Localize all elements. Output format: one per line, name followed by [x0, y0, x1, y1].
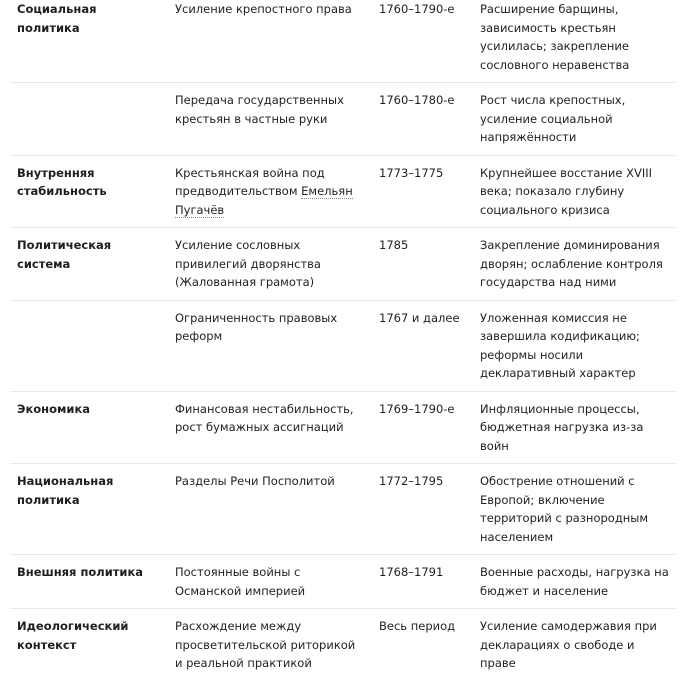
period-cell: 1767 и далее	[372, 300, 473, 391]
consequence-cell: Инфляционные процессы, бюджетная нагрузка из-за войн	[473, 391, 676, 464]
category-cell	[10, 300, 168, 391]
consequence-cell: Обострение отношений с Европой; включение территорий с разнородным населением	[473, 464, 676, 555]
period-cell: 1768–1791	[372, 555, 473, 609]
history-table	[10, 0, 676, 681]
table-row	[10, 83, 676, 156]
event-cell: Финансовая нестабильность, рост бумажных ассигнаций	[168, 391, 372, 464]
event-cell: Усиление крепостного права	[168, 0, 372, 83]
category-cell: Социальная политика	[10, 0, 168, 83]
table-row	[10, 0, 676, 83]
table-row	[10, 555, 676, 609]
consequence-cell: Рост числа крепостных, усиление социальной напряжённости	[473, 83, 676, 156]
consequence-cell: Крупнейшее восстание XVIII века; показало глубину социального кризиса	[473, 155, 676, 228]
event-cell	[168, 155, 372, 228]
period-cell: 1769–1790-е	[372, 391, 473, 464]
table-row	[10, 464, 676, 555]
consequence-cell: Усиление самодержавия при декларациях о свободе и праве	[480, 619, 657, 670]
event-cell: Разделы Речи Посполитой	[168, 464, 372, 555]
category-cell: Внешняя политика	[10, 555, 168, 609]
period-cell: Весь период	[379, 619, 456, 633]
table-row	[10, 300, 676, 391]
period-cell: 1785	[372, 228, 473, 301]
consequence-cell: Расширение барщины, зависимость крестьян усилилась; закрепление сословного неравенства	[473, 0, 676, 83]
category-cell: Политическая система	[10, 228, 168, 301]
category-cell: Идеологический контекст	[17, 619, 129, 652]
category-cell	[10, 83, 168, 156]
consequence-cell: Закрепление доминирования дворян; ослабление контроля государства над ними	[473, 228, 676, 301]
period-cell: 1772–1795	[372, 464, 473, 555]
table-row	[10, 155, 676, 228]
consequence-cell: Уложенная комиссия не завершила кодификацию; реформы носили декларативный характер	[473, 300, 676, 391]
category-cell: Национальная политика	[10, 464, 168, 555]
event-cell: Ограниченность правовых реформ	[168, 300, 372, 391]
table-row	[10, 228, 676, 301]
pugachev-link[interactable]: Емельян Пугачёв	[175, 184, 353, 217]
table-row	[10, 391, 676, 464]
period-cell: 1760–1780-е	[372, 83, 473, 156]
category-cell: Внутренняя стабильность	[10, 155, 168, 228]
event-cell: Постоянные войны с Османской империей	[168, 555, 372, 609]
event-cell: Передача государственных крестьян в частные руки	[168, 83, 372, 156]
period-cell: 1773–1775	[372, 155, 473, 228]
category-cell: Экономика	[10, 391, 168, 464]
consequence-cell: Военные расходы, нагрузка на бюджет и население	[473, 555, 676, 609]
table-row	[10, 609, 676, 681]
event-cell: Расхождение между просветительской риторикой и реальной практикой	[175, 619, 356, 670]
event-text: Крестьянская война под предводительством	[175, 165, 325, 198]
event-cell: Усиление сословных привилегий дворянства (Жалованная грамота)	[168, 228, 372, 301]
period-cell: 1760–1790-е	[372, 0, 473, 83]
